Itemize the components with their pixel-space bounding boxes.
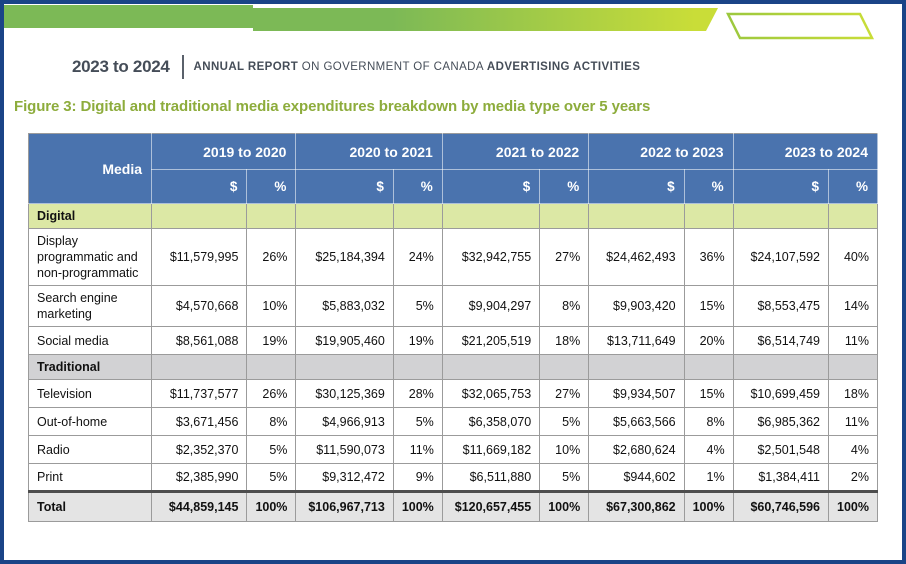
percent-value-cell: 15% [684,286,733,327]
dollar-value-cell: $9,934,507 [589,380,684,408]
dollar-value-cell: $120,657,455 [442,492,539,522]
dollar-value-cell: $67,300,862 [589,492,684,522]
table-row [29,436,878,464]
dollar-value-cell: $2,352,370 [152,436,247,464]
dollar-value-cell [296,355,393,380]
percent-value-cell: 5% [540,464,589,492]
dollar-header: $ [152,170,247,204]
table-row [29,229,878,286]
percent-value-cell: 40% [829,229,878,286]
dollar-value-cell: $44,859,145 [152,492,247,522]
dollar-value-cell [442,204,539,229]
table-row [29,408,878,436]
percent-value-cell: 27% [540,380,589,408]
dollar-value-cell: $19,905,460 [296,327,393,355]
percent-value-cell: 9% [393,464,442,492]
year-header-2022-2023: 2022 to 2023 [589,134,733,170]
dollar-value-cell [442,355,539,380]
banner-band-right [253,8,718,31]
percent-header: % [393,170,442,204]
masthead-report-bold-2: ADVERTISING ACTIVITIES [486,61,641,73]
masthead [72,53,640,81]
banner-parallelogram-outline [728,14,872,38]
percent-value-cell: 26% [247,229,296,286]
percent-value-cell: 24% [393,229,442,286]
percent-header: % [540,170,589,204]
percent-value-cell: 5% [247,464,296,492]
year-header-row [29,134,878,170]
percent-value-cell: 8% [684,408,733,436]
table-row [29,327,878,355]
dollar-value-cell: $32,065,753 [442,380,539,408]
percent-value-cell: 8% [540,286,589,327]
percent-value-cell [393,204,442,229]
dollar-value-cell: $60,746,596 [733,492,828,522]
dollar-value-cell: $6,511,880 [442,464,539,492]
media-label-cell: Social media [29,327,152,355]
dollar-value-cell: $25,184,394 [296,229,393,286]
dollar-value-cell: $21,205,519 [442,327,539,355]
percent-value-cell: 11% [829,408,878,436]
table-row [29,380,878,408]
masthead-year-range: 2023 to 2024 [72,57,170,76]
dollar-value-cell: $3,671,456 [152,408,247,436]
dollar-value-cell: $9,904,297 [442,286,539,327]
percent-value-cell [829,355,878,380]
year-header-2023-2024: 2023 to 2024 [733,134,877,170]
masthead-report-line [194,61,641,73]
media-label-cell: Digital [29,204,152,229]
percent-value-cell: 36% [684,229,733,286]
percent-value-cell: 28% [393,380,442,408]
percent-value-cell [829,204,878,229]
table-row [29,464,878,492]
dollar-value-cell: $11,579,995 [152,229,247,286]
percent-header: % [247,170,296,204]
dollar-value-cell: $11,737,577 [152,380,247,408]
dollar-value-cell: $1,384,411 [733,464,828,492]
percent-value-cell [684,204,733,229]
figure-title: Figure 3: Digital and traditional media expenditures breakdown by media type over 5 years [14,98,651,115]
media-label-cell: Radio [29,436,152,464]
dollar-value-cell: $24,462,493 [589,229,684,286]
media-label-cell: Traditional [29,355,152,380]
percent-value-cell: 19% [393,327,442,355]
percent-value-cell: 26% [247,380,296,408]
media-label-cell: Television [29,380,152,408]
dollar-value-cell: $6,514,749 [733,327,828,355]
dollar-value-cell [733,204,828,229]
media-label-cell: Out-of-home [29,408,152,436]
percent-value-cell: 27% [540,229,589,286]
percent-value-cell: 14% [829,286,878,327]
percent-value-cell: 5% [393,286,442,327]
table-row [29,286,878,327]
dollar-value-cell: $13,711,649 [589,327,684,355]
section-row-digital [29,204,878,229]
media-label-cell: Print [29,464,152,492]
dollar-value-cell: $30,125,369 [296,380,393,408]
percent-value-cell: 8% [247,408,296,436]
media-label-cell: Search engine marketing [29,286,152,327]
masthead-divider [182,55,184,79]
dollar-header: $ [589,170,684,204]
total-row [29,492,878,522]
dollar-value-cell: $11,669,182 [442,436,539,464]
dollar-value-cell [296,204,393,229]
dollar-header: $ [296,170,393,204]
percent-value-cell: 100% [829,492,878,522]
dollar-value-cell: $2,385,990 [152,464,247,492]
percent-header: % [829,170,878,204]
dollar-value-cell: $24,107,592 [733,229,828,286]
percent-value-cell: 100% [247,492,296,522]
percent-value-cell: 5% [247,436,296,464]
section-row-traditional [29,355,878,380]
dollar-value-cell: $9,312,472 [296,464,393,492]
dollar-value-cell: $8,561,088 [152,327,247,355]
media-label-cell: Display programmatic and non-programmatic [29,229,152,286]
year-header-2020-2021: 2020 to 2021 [296,134,442,170]
dollar-value-cell: $32,942,755 [442,229,539,286]
percent-value-cell: 10% [540,436,589,464]
dollar-value-cell [152,204,247,229]
dollar-value-cell: $8,553,475 [733,286,828,327]
percent-value-cell: 18% [540,327,589,355]
dollar-header: $ [733,170,828,204]
percent-value-cell [393,355,442,380]
percent-value-cell: 4% [684,436,733,464]
percent-value-cell: 5% [540,408,589,436]
percent-value-cell: 100% [684,492,733,522]
percent-value-cell: 19% [247,327,296,355]
media-column-header: Media [29,134,152,204]
dollar-value-cell [589,355,684,380]
dollar-value-cell: $11,590,073 [296,436,393,464]
masthead-report-regular: ON GOVERNMENT OF CANADA [298,61,487,73]
percent-value-cell: 5% [393,408,442,436]
percent-value-cell: 15% [684,380,733,408]
percent-value-cell: 1% [684,464,733,492]
percent-value-cell [540,355,589,380]
dollar-value-cell: $4,966,913 [296,408,393,436]
percent-value-cell: 10% [247,286,296,327]
percent-value-cell: 100% [393,492,442,522]
banner-graphic [4,4,902,46]
percent-value-cell [684,355,733,380]
dollar-value-cell: $6,985,362 [733,408,828,436]
dollar-value-cell: $106,967,713 [296,492,393,522]
media-label-cell: Total [29,492,152,522]
year-header-2019-2020: 2019 to 2020 [152,134,296,170]
percent-value-cell [247,204,296,229]
expenditure-table [28,133,878,522]
banner-band-left [4,5,253,28]
dollar-value-cell: $4,570,668 [152,286,247,327]
dollar-value-cell: $944,602 [589,464,684,492]
dollar-value-cell: $5,883,032 [296,286,393,327]
percent-value-cell: 18% [829,380,878,408]
percent-value-cell: 20% [684,327,733,355]
dollar-value-cell [733,355,828,380]
masthead-report-bold-1: ANNUAL REPORT [193,61,299,73]
table-body [29,204,878,522]
year-header-2021-2022: 2021 to 2022 [442,134,588,170]
dollar-value-cell: $5,663,566 [589,408,684,436]
percent-value-cell: 100% [540,492,589,522]
subheader-row [29,170,878,204]
dollar-value-cell [589,204,684,229]
dollar-value-cell: $2,501,548 [733,436,828,464]
dollar-value-cell: $9,903,420 [589,286,684,327]
percent-value-cell: 4% [829,436,878,464]
percent-value-cell: 11% [393,436,442,464]
percent-value-cell: 2% [829,464,878,492]
dollar-value-cell [152,355,247,380]
dollar-header: $ [442,170,539,204]
dollar-value-cell: $6,358,070 [442,408,539,436]
percent-value-cell [540,204,589,229]
dollar-value-cell: $10,699,459 [733,380,828,408]
percent-value-cell: 11% [829,327,878,355]
percent-header: % [684,170,733,204]
dollar-value-cell: $2,680,624 [589,436,684,464]
percent-value-cell [247,355,296,380]
